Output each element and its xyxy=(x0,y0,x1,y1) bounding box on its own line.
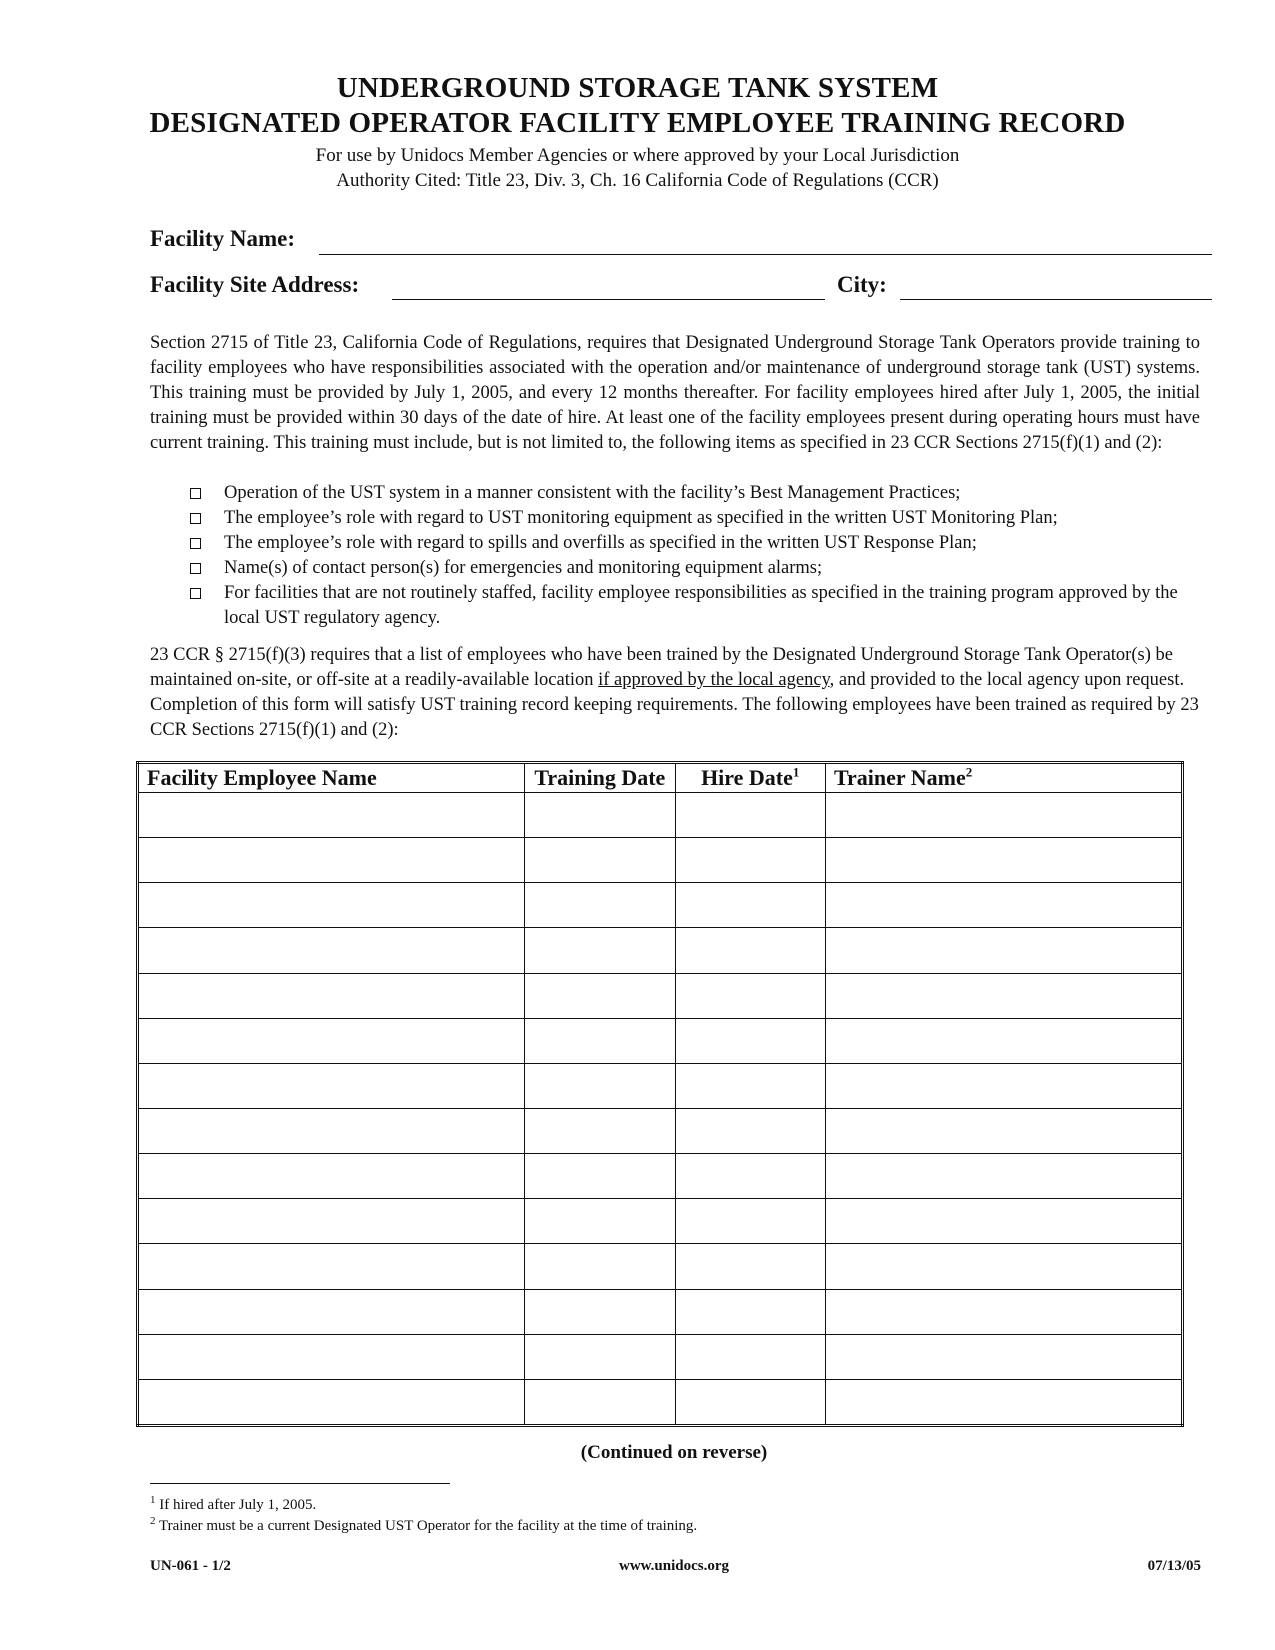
trainer-name-cell[interactable] xyxy=(825,928,1182,973)
trainer-name-cell[interactable] xyxy=(825,793,1182,838)
list-item xyxy=(188,506,1198,531)
requirement-text-before: 23 CCR § 2715(f)(3) requires that a list of employees who have been trained by the Designated Underground Storage Tank Operator(s) be maintained on-site, or off-site at a readily-available location xyxy=(150,645,1173,690)
training-date-cell[interactable] xyxy=(525,838,675,883)
trainer-name-cell[interactable] xyxy=(825,1063,1182,1108)
hire-date-cell[interactable] xyxy=(675,1063,825,1108)
hire-date-cell[interactable] xyxy=(675,793,825,838)
footnote-ref-2: 2 xyxy=(965,764,973,780)
trainer-name-cell[interactable] xyxy=(825,1334,1182,1379)
column-header-trainer-name: Trainer Name$^2$ xyxy=(825,763,1182,793)
checklist-item-text: The employee’s role with regard to UST monitoring equipment as specified in the written UST Monitoring Plan; xyxy=(224,508,1058,528)
training-date-cell[interactable] xyxy=(525,1334,675,1379)
hire-date-cell[interactable] xyxy=(675,928,825,973)
table-row xyxy=(138,1063,1183,1108)
footnote-1: $^1$ If hired after July 1, 2005. xyxy=(150,1494,317,1513)
website-link[interactable]: www.unidocs.org xyxy=(618,1558,730,1574)
table-row xyxy=(138,1244,1183,1289)
table-row xyxy=(138,1018,1183,1063)
hire-date-cell[interactable] xyxy=(675,1244,825,1289)
checklist-item-text: Operation of the UST system in a manner consistent with the facility’s Best Management Practices; xyxy=(224,483,961,503)
hire-date-cell[interactable] xyxy=(675,883,825,928)
footnote-2: $^2$ Trainer must be a current Designated UST Operator for the facility at the time of training. xyxy=(150,1515,698,1534)
employee-name-cell[interactable] xyxy=(138,973,525,1018)
training-roster-table xyxy=(136,761,1184,1427)
checkbox[interactable] xyxy=(190,488,201,499)
training-date-cell[interactable] xyxy=(525,928,675,973)
training-date-cell[interactable] xyxy=(525,1199,675,1244)
checkbox[interactable] xyxy=(190,563,201,574)
hire-date-cell[interactable] xyxy=(675,1108,825,1153)
trainer-name-cell[interactable] xyxy=(825,1018,1182,1063)
table-row xyxy=(138,838,1183,883)
table-row xyxy=(138,1379,1183,1425)
employee-name-cell[interactable] xyxy=(138,1108,525,1153)
hire-date-cell[interactable] xyxy=(675,1154,825,1199)
list-item xyxy=(188,581,1198,631)
hire-date-cell[interactable] xyxy=(675,1334,825,1379)
trainer-name-cell[interactable] xyxy=(825,973,1182,1018)
checkbox[interactable] xyxy=(190,513,201,524)
form-id: UN-061 - 1/2 xyxy=(150,1558,231,1574)
city-label: City: xyxy=(837,272,887,297)
column-header-training-date: Training Date xyxy=(525,763,675,793)
training-date-cell[interactable] xyxy=(525,973,675,1018)
trainer-name-cell[interactable] xyxy=(825,1379,1182,1425)
training-date-cell[interactable] xyxy=(525,1018,675,1063)
form-date: 07/13/05 xyxy=(1147,1558,1201,1574)
trainer-name-cell[interactable] xyxy=(825,1289,1182,1334)
requirement-text-after: , and provided to the local agency upon request. Completion of this form will satisfy UST training record keeping requirements. The following employees have been trained as required by 23 CCR Sections 2715(f)(1) and (2): xyxy=(150,670,1199,740)
table-row xyxy=(138,883,1183,928)
table-row xyxy=(138,793,1183,838)
facility-name-label: Facility Name: xyxy=(150,226,295,251)
list-item xyxy=(188,556,1198,581)
form-title-line-2: DESIGNATED OPERATOR FACILITY EMPLOYEE TRAINING RECORD xyxy=(149,107,1126,139)
trainer-name-cell[interactable] xyxy=(825,838,1182,883)
intro-paragraph: Section 2715 of Title 23, California Code of Regulations, requires that Designated Underground Storage Tank Operators provide training to facility employees who have responsibilities associated with the operation and/or maintenance of underground storage tank (UST) systems. This training must be provided by July 1, 2005, and every 12 months thereafter. For facility employees hired after July 1, 2005, the initial training must be provided within 30 days of the date of hire. At least one of the facility employees present during operating hours must have current training. This training must include, but is not limited to, the following items as specified in 23 CCR Sections 2715(f)(1) and (2): xyxy=(150,333,1200,453)
trainer-name-cell[interactable] xyxy=(825,1154,1182,1199)
table-header-row xyxy=(138,763,1183,793)
checklist-item-text: The employee’s role with regard to spills and overfills as specified in the written UST Response Plan; xyxy=(224,533,977,553)
trainer-name-cell[interactable] xyxy=(825,1199,1182,1244)
table-row xyxy=(138,1334,1183,1379)
employee-name-cell[interactable] xyxy=(138,1289,525,1334)
footnote-ref-1: 1 xyxy=(792,764,800,780)
table-row xyxy=(138,973,1183,1018)
training-date-cell[interactable] xyxy=(525,1063,675,1108)
trainer-name-cell[interactable] xyxy=(825,1108,1182,1153)
training-date-cell[interactable] xyxy=(525,793,675,838)
continued-note: (Continued on reverse) xyxy=(580,1442,768,1463)
column-header-hire-date: Hire Date$^1$ xyxy=(675,763,825,793)
hire-date-cell[interactable] xyxy=(675,1199,825,1244)
table-row xyxy=(138,1289,1183,1334)
list-item xyxy=(188,481,1198,506)
training-date-cell[interactable] xyxy=(525,883,675,928)
table-row xyxy=(138,928,1183,973)
facility-name-field[interactable] xyxy=(319,254,1212,255)
checklist-item-text: Name(s) of contact person(s) for emergencies and monitoring equipment alarms; xyxy=(224,558,823,578)
training-date-cell[interactable] xyxy=(525,1154,675,1199)
requirement-paragraph xyxy=(150,643,1200,743)
form-subtitle-line-2: Authority Cited: Title 23, Div. 3, Ch. 16 California Code of Regulations (CCR) xyxy=(336,170,939,191)
trainer-name-cell[interactable] xyxy=(825,883,1182,928)
employee-name-cell[interactable] xyxy=(138,1334,525,1379)
hire-date-cell[interactable] xyxy=(675,973,825,1018)
training-date-cell[interactable] xyxy=(525,1289,675,1334)
checklist-item-text: For facilities that are not routinely staffed, facility employee responsibilities as specified in the training program approved by the local UST regulatory agency. xyxy=(224,583,1178,628)
employee-name-cell[interactable] xyxy=(138,1379,525,1425)
table-body xyxy=(138,793,1183,1426)
hire-date-cell[interactable] xyxy=(675,1018,825,1063)
requirement-underlined-text: if approved by the local agency xyxy=(598,670,830,690)
column-header-employee-name: Facility Employee Name xyxy=(138,763,525,793)
employee-name-cell[interactable] xyxy=(138,1244,525,1289)
employee-name-cell[interactable] xyxy=(138,928,525,973)
checkbox[interactable] xyxy=(190,588,201,599)
checkbox[interactable] xyxy=(190,538,201,549)
training-items-checklist xyxy=(188,481,1198,631)
training-date-cell[interactable] xyxy=(525,1379,675,1425)
employee-name-cell[interactable] xyxy=(138,1063,525,1108)
training-date-cell[interactable] xyxy=(525,1244,675,1289)
site-address-label: Facility Site Address: xyxy=(150,272,360,297)
form-subtitle-line-1: For use by Unidocs Member Agencies or where approved by your Local Jurisdiction xyxy=(315,145,960,166)
employee-name-cell[interactable] xyxy=(138,1154,525,1199)
site-address-field[interactable] xyxy=(392,299,825,300)
employee-name-cell[interactable] xyxy=(138,1199,525,1244)
footnote-divider xyxy=(150,1483,450,1484)
employee-name-cell[interactable] xyxy=(138,883,525,928)
list-item xyxy=(188,531,1198,556)
hire-date-cell[interactable] xyxy=(675,838,825,883)
trainer-name-cell[interactable] xyxy=(825,1244,1182,1289)
hire-date-cell[interactable] xyxy=(675,1289,825,1334)
table-row xyxy=(138,1154,1183,1199)
employee-name-cell[interactable] xyxy=(138,793,525,838)
city-field[interactable] xyxy=(900,299,1212,300)
hire-date-cell[interactable] xyxy=(675,1379,825,1425)
training-date-cell[interactable] xyxy=(525,1108,675,1153)
employee-name-cell[interactable] xyxy=(138,838,525,883)
table-row xyxy=(138,1108,1183,1153)
employee-name-cell[interactable] xyxy=(138,1018,525,1063)
table-row xyxy=(138,1199,1183,1244)
form-title-line-1: UNDERGROUND STORAGE TANK SYSTEM xyxy=(336,72,939,104)
